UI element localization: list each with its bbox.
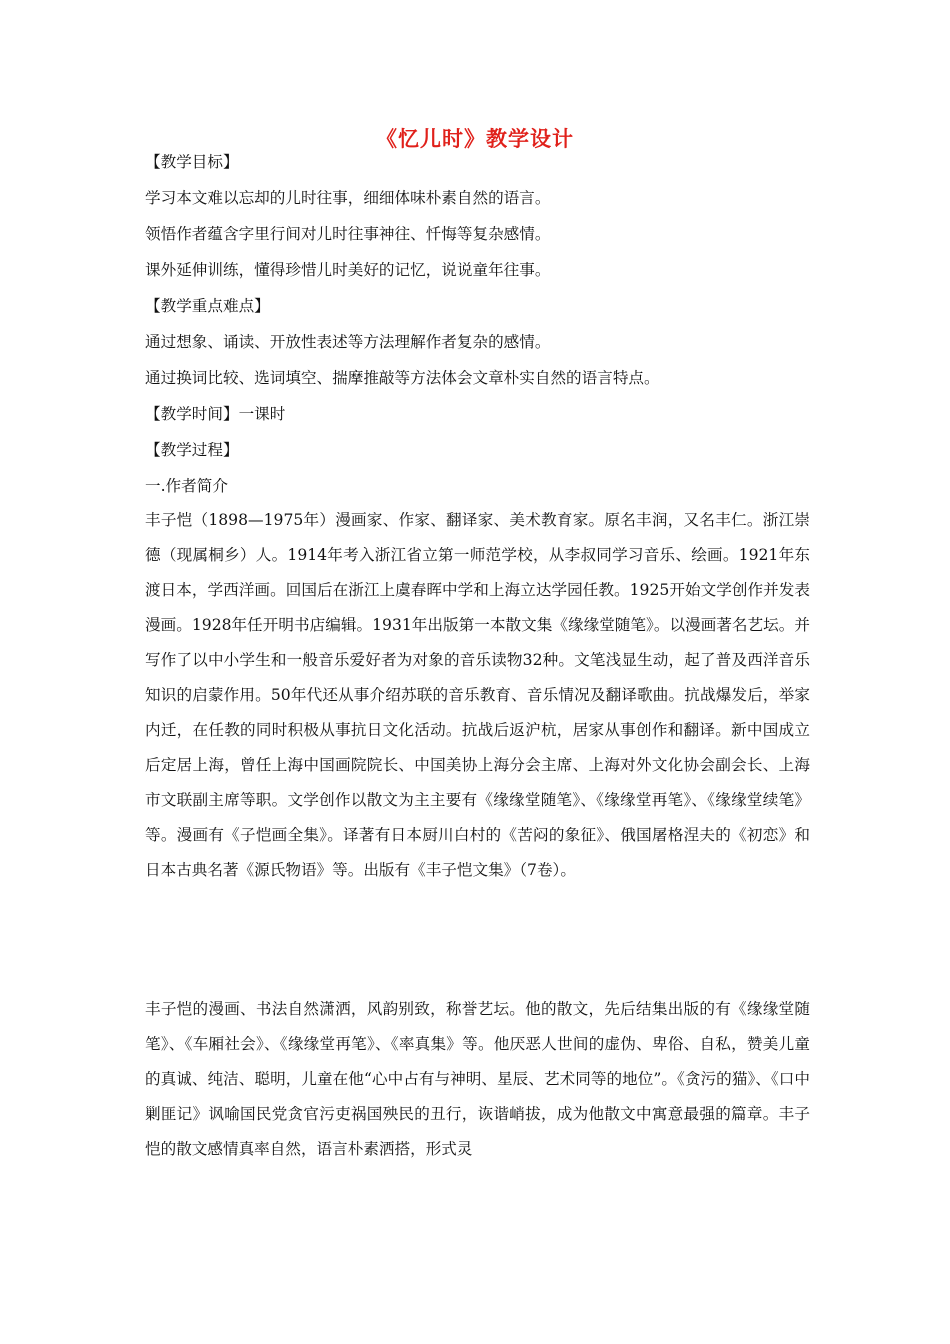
goals-heading: 【教学目标】 xyxy=(145,153,239,171)
process-heading: 【教学过程】 xyxy=(145,441,239,459)
goal-item: 领悟作者蕴含字里行间对儿时往事神往、忏悔等复杂感情。 xyxy=(145,225,551,243)
author-bio-paragraph: 丰子恺（1898—1975年）漫画家、作家、翻译家、美术教育家。原名丰润，又名丰仁。浙江崇德（现属桐乡）人。1914年考入浙江省立第一师范学校，从李叔同学习音乐、绘画。1921年东渡日本，学西洋画。回国后在浙江上虞春晖中学和上海立达学园任教。1925开始文学创作并发表漫画。1928年任开明书店编辑。1931年出版第一本散文集《缘缘堂随笔》。以漫画著名艺坛。并写作了以中小学生和一般音乐爱好者为对象的音乐读物32种。文笔浅显生动，起了普及西洋音乐知识的启蒙作用。50年代还从事介绍苏联的音乐教育、音乐情况及翻译歌曲。抗战爆发后，举家内迁，在任教的同时积极从事抗日文化活动。抗战后返沪杭，居家从事创作和翻译。新中国成立后定居上海，曾任上海中国画院院长、中国美协上海分会主席、上海对外文化协会副会长、上海市文联副主席等职。文学创作以散文为主主要有《缘缘堂随笔》、《缘缘堂再笔》、《缘缘堂续笔》等。漫画有《子恺画全集》。译著有日本厨川白村的《苦闷的象征》、俄国屠格涅夫的《初恋》和日本古典名著《源氏物语》等。出版有《丰子恺文集》（7卷）。 xyxy=(145,511,810,879)
teaching-time: 【教学时间】一课时 xyxy=(145,405,286,423)
goal-item: 课外延伸训练，懂得珍惜儿时美好的记忆，说说童年往事。 xyxy=(145,261,551,279)
document-title: 《忆儿时》教学设计 xyxy=(376,127,574,151)
key-points-heading: 【教学重点难点】 xyxy=(145,297,270,315)
key-point-item: 通过换词比较、选词填空、揣摩推敲等方法体会文章朴实自然的语言特点。 xyxy=(145,369,660,387)
goal-item: 学习本文难以忘却的儿时往事，细细体味朴素自然的语言。 xyxy=(145,189,551,207)
section-author-intro: 一.作者简介 xyxy=(145,477,228,495)
author-style-paragraph: 丰子恺的漫画、书法自然潇洒，风韵别致，称誉艺坛。他的散文，先后结集出版的有《缘缘堂随笔》、《车厢社会》、《缘缘堂再笔》、《率真集》等。他厌恶人世间的虚伪、卑俗、自私，赞美儿童的真诚、纯洁、聪明，儿童在他“心中占有与神明、星辰、艺术同等的地位”。《贪污的猫》、《口中剿匪记》讽喻国民党贪官污吏祸国殃民的丑行，诙谐峭拔，成为他散文中寓意最强的篇章。丰子恺的散文感情真率自然，语言朴素洒搭，形式灵 xyxy=(145,1000,810,1158)
key-point-item: 通过想象、诵读、开放性表述等方法理解作者复杂的感情。 xyxy=(145,333,551,351)
